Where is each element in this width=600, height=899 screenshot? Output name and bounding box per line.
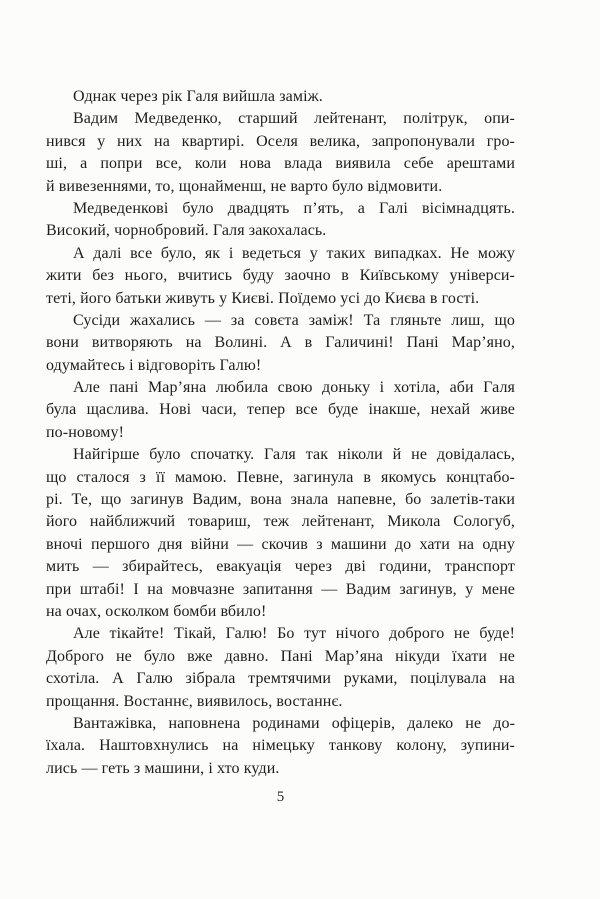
paragraph <box>46 86 515 108</box>
paragraph <box>46 310 515 377</box>
paragraph <box>46 623 515 713</box>
text-line: рі. Те, що загинув Вадим, вона знала напевне, бо залетів-таки <box>46 491 515 509</box>
text-line: Медведенкові було двадцять п’ять, а Галі вісімнадцять. <box>73 199 515 217</box>
text-line: Але тікайте! Тікай, Галю! Бо тут нічого доброго не буде! <box>73 625 515 643</box>
paragraph <box>46 444 515 623</box>
text-line: жити без нього, вчитись буду заочно в Київському універси- <box>46 267 515 285</box>
text-line: прощання. Востаннє, виявилось, востаннє. <box>46 692 343 710</box>
text-line: А далі все було, як і ведеться у таких випадках. Не можу <box>73 244 515 262</box>
text-line: при штабі! І на мовчазне запитання — Вадим загинув, у мене <box>46 580 515 598</box>
text-line: Високий, чорнобровий. Галя закохалась. <box>46 222 327 240</box>
paragraph <box>46 243 515 310</box>
text-line: ші, а попри все, коли нова влада виявила себе арештами <box>46 155 515 173</box>
text-line: теті, його батьки живуть у Києві. Поїдемо усі до Києва в гості. <box>46 289 480 307</box>
text-line: Сусіди жахались — за совєта заміж! Та гляньте лиш, що <box>73 311 515 329</box>
text-block <box>46 86 515 780</box>
text-line: Але пані Мар’яна любила свою доньку і хотіла, аби Галя <box>73 379 515 397</box>
text-line: мить — збирайтесь, евакуація через дві години, транспорт <box>46 558 515 576</box>
text-line: лись — геть з машини, і хто куди. <box>46 759 280 777</box>
text-line: нився у них на квартирі. Оселя велика, запропонували гро- <box>46 132 515 150</box>
text-line: Однак через рік Галя вийшла заміж. <box>73 88 323 105</box>
page-number: 5 <box>276 789 285 805</box>
text-line: їхала. Наштовхнулись на німецьку танкову колону, зупини- <box>46 737 515 755</box>
text-line: вночі першого дня війни — скочив з машини до хати на одну <box>46 535 515 553</box>
text-line: була щаслива. Нові часи, тепер все буде інакше, нехай живе <box>46 401 515 419</box>
paragraph <box>46 377 515 444</box>
text-line: Найгірше було спочатку. Галя так ніколи й не довідалась, <box>73 446 515 464</box>
text-line: на очах, осколком бомби вбило! <box>46 602 267 620</box>
text-line: Вадим Медведенко, старший лейтенант, політрук, опи- <box>73 110 515 128</box>
text-line: Вантажівка, наповнена родинами офіцерів, далеко не до- <box>73 714 515 732</box>
text-line: по-новому! <box>46 423 125 441</box>
text-line: й вивезеннями, то, щонайменш, не варто було відмовити. <box>46 177 443 195</box>
text-line: схотіла. А Галю зібрала тремтячими руками, поцілувала на <box>46 670 515 688</box>
text-line: одумайтесь і відговоріть Галю! <box>46 356 262 374</box>
text-line: Доброго не було вже давно. Пані Мар’яна нікуди їхати не <box>46 647 515 665</box>
text-line: вони витворяють на Волині. А в Галичині! Пані Мар’яно, <box>46 334 515 352</box>
paragraph <box>46 198 515 243</box>
paragraph <box>46 713 515 780</box>
text-line: його найближчий товариш, теж лейтенант, Микола Сологуб, <box>46 513 515 531</box>
paragraph <box>46 108 515 198</box>
text-line: що сталося з її мамою. Певне, загинула в якомусь концтабо- <box>46 468 515 486</box>
